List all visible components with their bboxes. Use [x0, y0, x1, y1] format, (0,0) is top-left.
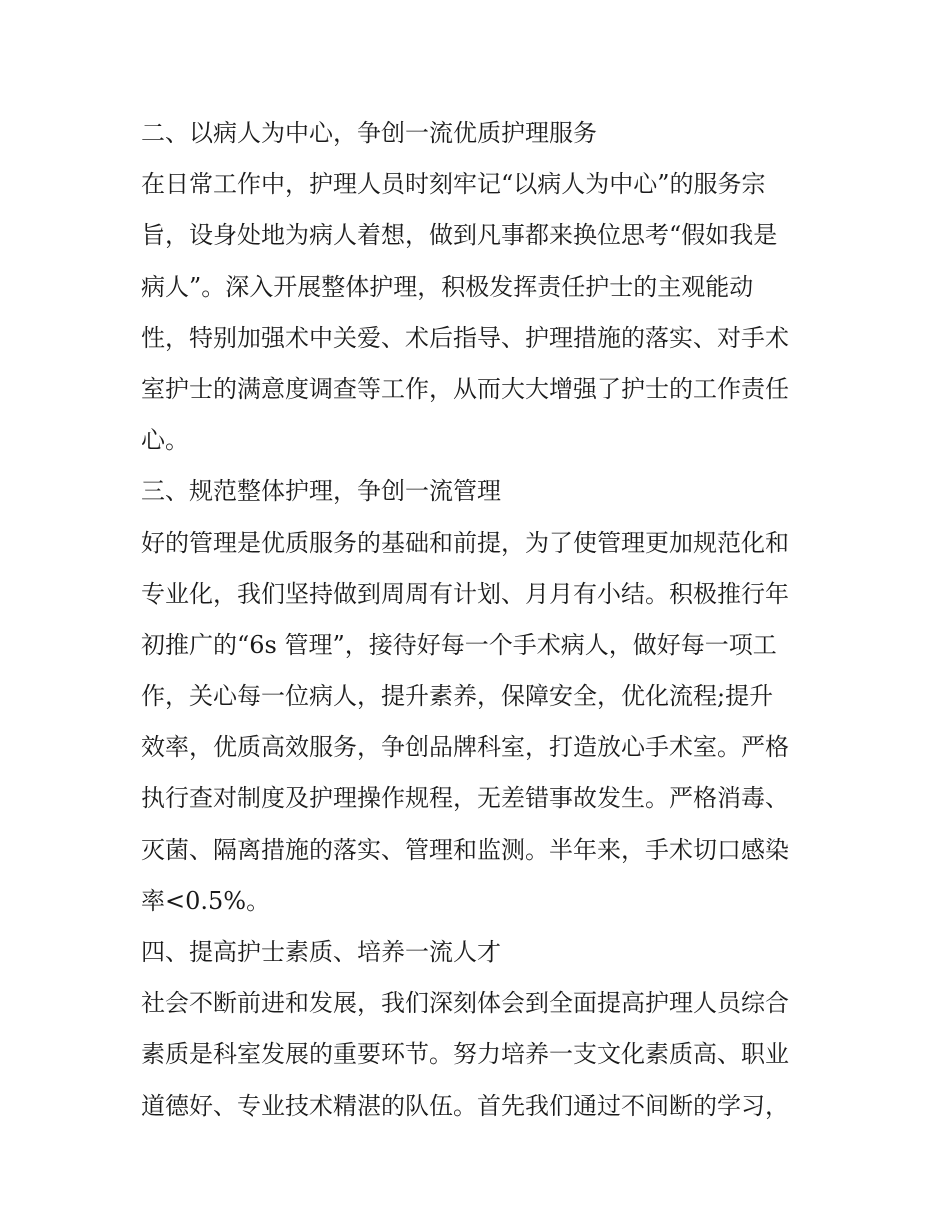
paragraph-line: 病人”。深入开展整体护理，积极发挥责任护士的主观能动 [141, 272, 754, 301]
paragraph-line: 执行查对制度及护理操作规程，无差错事故发生。严格消毒、 [141, 784, 789, 813]
section-heading-2: 二、以病人为中心，争创一流优质护理服务 [141, 119, 597, 147]
paragraph-line: 灭菌、隔离措施的落实、管理和监测。半年来，手术切口感染 [141, 835, 789, 864]
paragraph-line: 作，关心每一位病人，提升素养，保障安全，优化流程;提升 [141, 682, 774, 711]
paragraph-line: 社会不断前进和发展，我们深刻体会到全面提高护理人员综合 [141, 989, 789, 1018]
paragraph-line: 旨，设身处地为病人着想，做到凡事都来换位思考“假如我是 [141, 221, 778, 250]
paragraph-line: 好的管理是优质服务的基础和前提，为了使管理更加规范化和 [141, 528, 789, 557]
paragraph-line: 素质是科室发展的重要环节。努力培养一支文化素质高、职业 [141, 1040, 789, 1069]
document-body [141, 108, 821, 1132]
paragraph-line: 性，特别加强术中关爱、术后指导、护理措施的落实、对手术 [141, 323, 789, 352]
paragraph-line: 率<0.5%。 [141, 886, 271, 915]
paragraph-line: 效率，优质高效服务，争创品牌科室，打造放心手术室。严格 [141, 733, 789, 762]
paragraph-line: 道德好、专业技术精湛的队伍。首先我们通过不间断的学习， [141, 1091, 789, 1120]
paragraph-line: 专业化，我们坚持做到周周有计划、月月有小结。积极推行年 [141, 579, 789, 608]
paragraph-line: 室护士的满意度调查等工作，从而大大增强了护士的工作责任 [141, 374, 789, 403]
section-heading-4: 四、提高护士素质、培养一流人才 [141, 938, 501, 966]
paragraph-line: 心。 [141, 426, 189, 455]
section-heading-3: 三、规范整体护理，争创一流管理 [141, 477, 501, 506]
paragraph-line: 在日常工作中，护理人员时刻牢记“以病人为中心”的服务宗 [141, 170, 766, 199]
paragraph-line: 初推广的“6s 管理”，接待好每一个手术病人，做好每一项工 [141, 630, 777, 659]
